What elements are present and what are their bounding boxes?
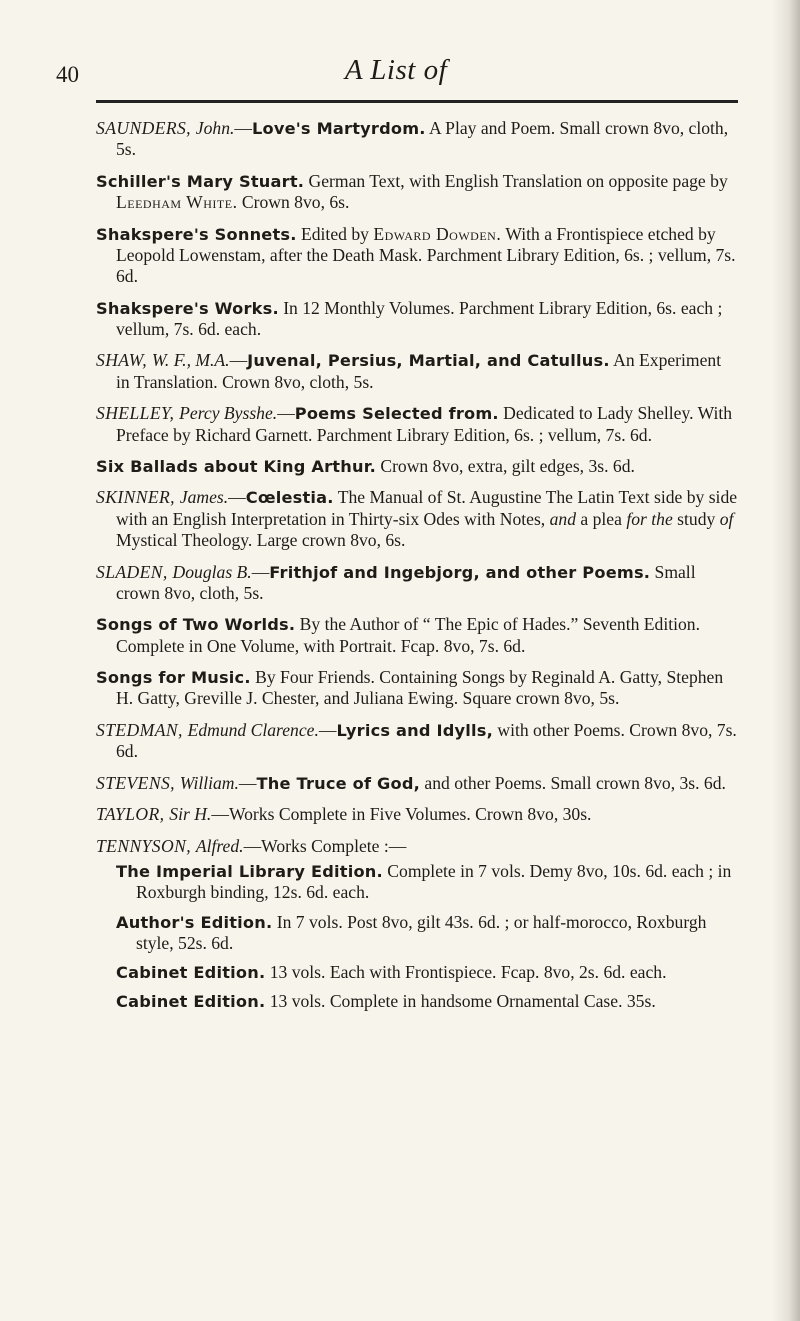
entry-description: Crown 8vo, extra, gilt edges, 3s. 6d.	[380, 455, 635, 476]
entry-stevens: STEVENS, William.—The Truce of God, and other Poems. Small crown 8vo, 3s. 6d.	[96, 772, 726, 793]
entry-stedman: STEDMAN, Edmund Clarence.—Lyrics and Idylls, with other Poems. Crown 8vo, 7s. 6d.	[96, 719, 737, 762]
entry-shaw: SHAW, W. F., M.A.—Juvenal, Persius, Martial, and Catullus. An Experiment in Translation. Crown 8vo, cloth, 5s.	[96, 350, 722, 392]
entry-description: with other Poems. Crown 8vo, 7s. 6d.	[116, 719, 737, 762]
translator-name: Leedham White.	[116, 192, 238, 213]
author-name: SHELLEY, Percy Bysshe.	[96, 403, 278, 424]
entry-description: Small crown 8vo, cloth, 5s.	[116, 561, 696, 603]
entry-description: Works Complete :—	[261, 835, 407, 856]
edition-description: Complete in 7 vols. Demy 8vo, 10s. 6d. each ; in Roxburgh binding, 12s. 6d. each.	[136, 860, 732, 903]
entry-title: Frithjof and Ingebjorg, and other Poems.	[269, 562, 651, 582]
author-name: TENNYSON, Alfred.	[96, 835, 244, 856]
entry-shelley: SHELLEY, Percy Bysshe.—Poems Selected from. Dedicated to Lady Shelley. With Preface by Richard Garnett. Parchment Library Edition, 6s. ; vellum, 7s. 6d.	[96, 403, 733, 445]
entry-title: Six Ballads about King Arthur.	[96, 456, 376, 476]
tennyson-editions	[96, 861, 738, 1013]
edition-title: Author's Edition.	[116, 912, 273, 932]
entry-schiller: Schiller's Mary Stuart. German Text, with English Translation on opposite page by Leedham White. Crown 8vo, 6s.	[96, 170, 728, 213]
entry-shakspere-sonnets: Shakspere's Sonnets. Edited by Edward Dowden. With a Frontispiece etched by Leopold Lowenstam, after the Death Mask. Parchment Library Edition, 6s. ; vellum, 7s. 6d.	[96, 223, 736, 287]
entry-description: In 12 Monthly Volumes. Parchment Library Edition, 6s. each ; vellum, 7s. 6d. each.	[116, 297, 723, 339]
page-header	[56, 52, 736, 102]
entry-title: Songs for Music.	[96, 668, 251, 688]
entry-sladen: SLADEN, Douglas B.—Frithjof and Ingebjorg, and other Poems. Small crown 8vo, cloth, 5s.	[96, 561, 696, 603]
entry-description: Works Complete in Five Volumes. Crown 8vo, 30s.	[228, 804, 592, 825]
edition-item	[116, 962, 738, 983]
edition-description: In 7 vols. Post 8vo, gilt 43s. 6d. ; or half-morocco, Roxburgh style, 52s. 6d.	[136, 911, 707, 953]
running-title: A List of	[344, 54, 448, 86]
catalogue-entries	[96, 118, 738, 1021]
edition-title: The Imperial Library Edition.	[116, 861, 383, 881]
entry-description: An Experiment in Translation. Crown 8vo, cloth, 5s.	[116, 350, 722, 392]
page-edge-shadow	[772, 0, 800, 1321]
entry-taylor: TAYLOR, Sir H.—Works Complete in Five Volumes. Crown 8vo, 30s.	[96, 804, 592, 825]
entry-skinner: SKINNER, James.—Cœlestia. The Manual of St. Augustine The Latin Text side by side with an English Interpretation in Thirty-six Odes with Notes, and a plea for the study of Mystical Theology. Large crown 8vo, 6s.	[96, 487, 738, 551]
edition-item	[116, 861, 738, 904]
entry-description: By Four Friends. Containing Songs by Reginald A. Gatty, Stephen H. Gatty, Greville J. Chester, and Juliana Ewing. Square crown 8vo, 5s.	[116, 667, 724, 709]
entry-title: Songs of Two Worlds.	[96, 615, 296, 635]
entry-saunders: SAUNDERS, John.—Love's Martyrdom. A Play and Poem. Small crown 8vo, cloth, 5s.	[96, 118, 729, 160]
edition-description: 13 vols. Complete in handsome Ornamental Case. 35s.	[269, 991, 656, 1012]
header-rule	[96, 100, 738, 103]
entry-description: and other Poems. Small crown 8vo, 3s. 6d.	[424, 772, 726, 793]
author-name: SKINNER, James.	[96, 487, 229, 508]
page-number: 40	[56, 62, 79, 87]
author-name: STEDMAN, Edmund Clarence.	[96, 719, 319, 740]
entry-title: The Truce of God,	[256, 773, 421, 793]
entry-title: Shakspere's Sonnets.	[96, 224, 297, 244]
entry-title: Lyrics and Idylls,	[336, 720, 493, 740]
edition-item	[116, 991, 738, 1012]
author-name: TAYLOR, Sir H.	[96, 804, 212, 825]
entry-title: Shakspere's Works.	[96, 298, 279, 318]
edition-item	[116, 912, 738, 955]
entry-title: Poems Selected from.	[294, 404, 499, 424]
edition-title: Cabinet Edition.	[116, 992, 266, 1012]
entry-title: Schiller's Mary Stuart.	[96, 171, 305, 191]
entry-description: By the Author of “ The Epic of Hades.” Seventh Edition. Complete in One Volume, with Portrait. Fcap. 8vo, 7s. 6d.	[116, 614, 700, 656]
edition-title: Cabinet Edition.	[116, 963, 266, 983]
author-name: SHAW, W. F., M.A.	[96, 350, 230, 371]
entry-tennyson: TENNYSON, Alfred.—Works Complete :—	[96, 835, 407, 856]
entry-shakspere-works	[96, 298, 738, 341]
author-name: SLADEN, Douglas B.	[96, 561, 252, 582]
edition-description: 13 vols. Each with Frontispiece. Fcap. 8vo, 2s. 6d. each.	[269, 962, 667, 983]
entry-description: Dedicated to Lady Shelley. With Preface by Richard Garnett. Parchment Library Edition, 6s. ; vellum, 7s. 6d.	[116, 403, 733, 445]
entry-title: Love's Martyrdom.	[252, 119, 426, 138]
entry-title: Cœlestia.	[245, 488, 334, 508]
entry-songs-for-music	[96, 667, 738, 710]
entry-six-ballads	[96, 456, 738, 477]
entry-songs-two-worlds	[96, 614, 738, 657]
author-name: SAUNDERS, John.	[96, 118, 235, 138]
author-name: STEVENS, William.	[96, 772, 239, 793]
entry-description: A Play and Poem. Small crown 8vo, cloth, 5s.	[116, 118, 729, 160]
entry-title: Juvenal, Persius, Martial, and Catullus.	[247, 351, 610, 371]
editor-name: Edward Dowden.	[373, 223, 502, 244]
